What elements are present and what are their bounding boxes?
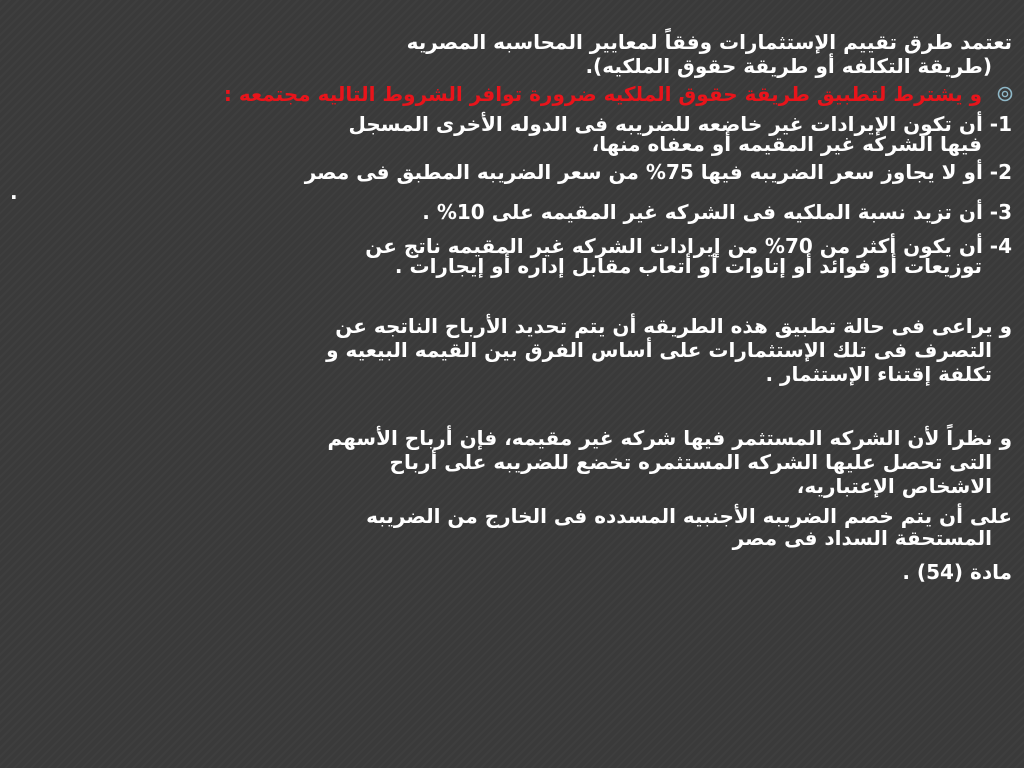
slide-content [10, 32, 1012, 582]
condition-1-line-1: 1- أن تكون الإيرادات غير خاضعه للضريبه فى الدوله الأخرى المسجل [348, 112, 1012, 136]
condition-4-line-2: توزيعات أو فوائد أو إتاوات أو أتعاب مقابل إداره أو إيجارات . [394, 254, 982, 278]
note-2-line-2: التى تحصل عليها الشركه المستثمره تخضع للضريبه على أرباح [389, 450, 992, 474]
intro-paragraph [10, 32, 1012, 76]
condition-heading-text: و يشترط لتطبيق طريقة حقوق الملكيه ضرورة توافر الشروط التاليه مجتمعه : [223, 82, 982, 106]
condition-item-2 [10, 162, 1012, 202]
article-text: مادة (54) . [902, 560, 1012, 584]
condition-3-line-1: 3- أن تزيد نسبة الملكيه فى الشركه غير المقيمه على 10% . [422, 200, 1012, 224]
condition-4-line-1: 4- أن يكون أكثر من 70% من إيرادات الشركه غير المقيمه ناتج عن [365, 234, 1012, 258]
note-3 [10, 506, 1012, 548]
condition-2-line-2: . [10, 180, 18, 204]
intro-line-2: (طريقة التكلفه أو طريقة حقوق الملكيه). [585, 54, 992, 78]
note-1-line-2: التصرف فى تلك الإستثمارات على أساس الفرق بين القيمه البيعيه و [326, 338, 992, 362]
note-1 [10, 316, 1012, 384]
condition-item-3 [10, 202, 1012, 222]
condition-1-line-2: فيها الشركه غير المقيمه أو معفاه منها، [591, 132, 982, 156]
intro-line-1: تعتمد طرق تقييم الإستثمارات وفقاً لمعايير المحاسبه المصريه [406, 30, 1012, 54]
note-2-line-3: الاشخاص الإعتباريه، [796, 474, 992, 498]
note-1-line-1: و يراعى فى حالة تطبيق هذه الطريقه أن يتم تحديد الأرباح الناتجه عن [335, 314, 1012, 338]
circle-target-bullet-icon [996, 85, 1014, 103]
note-2 [10, 428, 1012, 496]
condition-2-line-1: 2- أو لا يجاوز سعر الضريبه فيها 75% من سعر الضريبه المطبق فى مصر [304, 160, 1012, 184]
condition-item-4 [10, 236, 1012, 276]
article-reference [10, 562, 1012, 582]
condition-item-1 [10, 114, 1012, 154]
note-2-line-1: و نظراً لأن الشركه المستثمر فيها شركه غير مقيمه، فإن أرباح الأسهم [327, 426, 1012, 450]
condition-heading [10, 84, 1012, 104]
note-3-line-1: على أن يتم خصم الضريبه الأجنبيه المسدده فى الخارج من الضريبه [366, 504, 1012, 528]
note-1-line-3: تكلفة إقتناء الإستثمار . [765, 362, 992, 386]
note-3-line-2: المستحقة السداد فى مصر [732, 526, 992, 550]
